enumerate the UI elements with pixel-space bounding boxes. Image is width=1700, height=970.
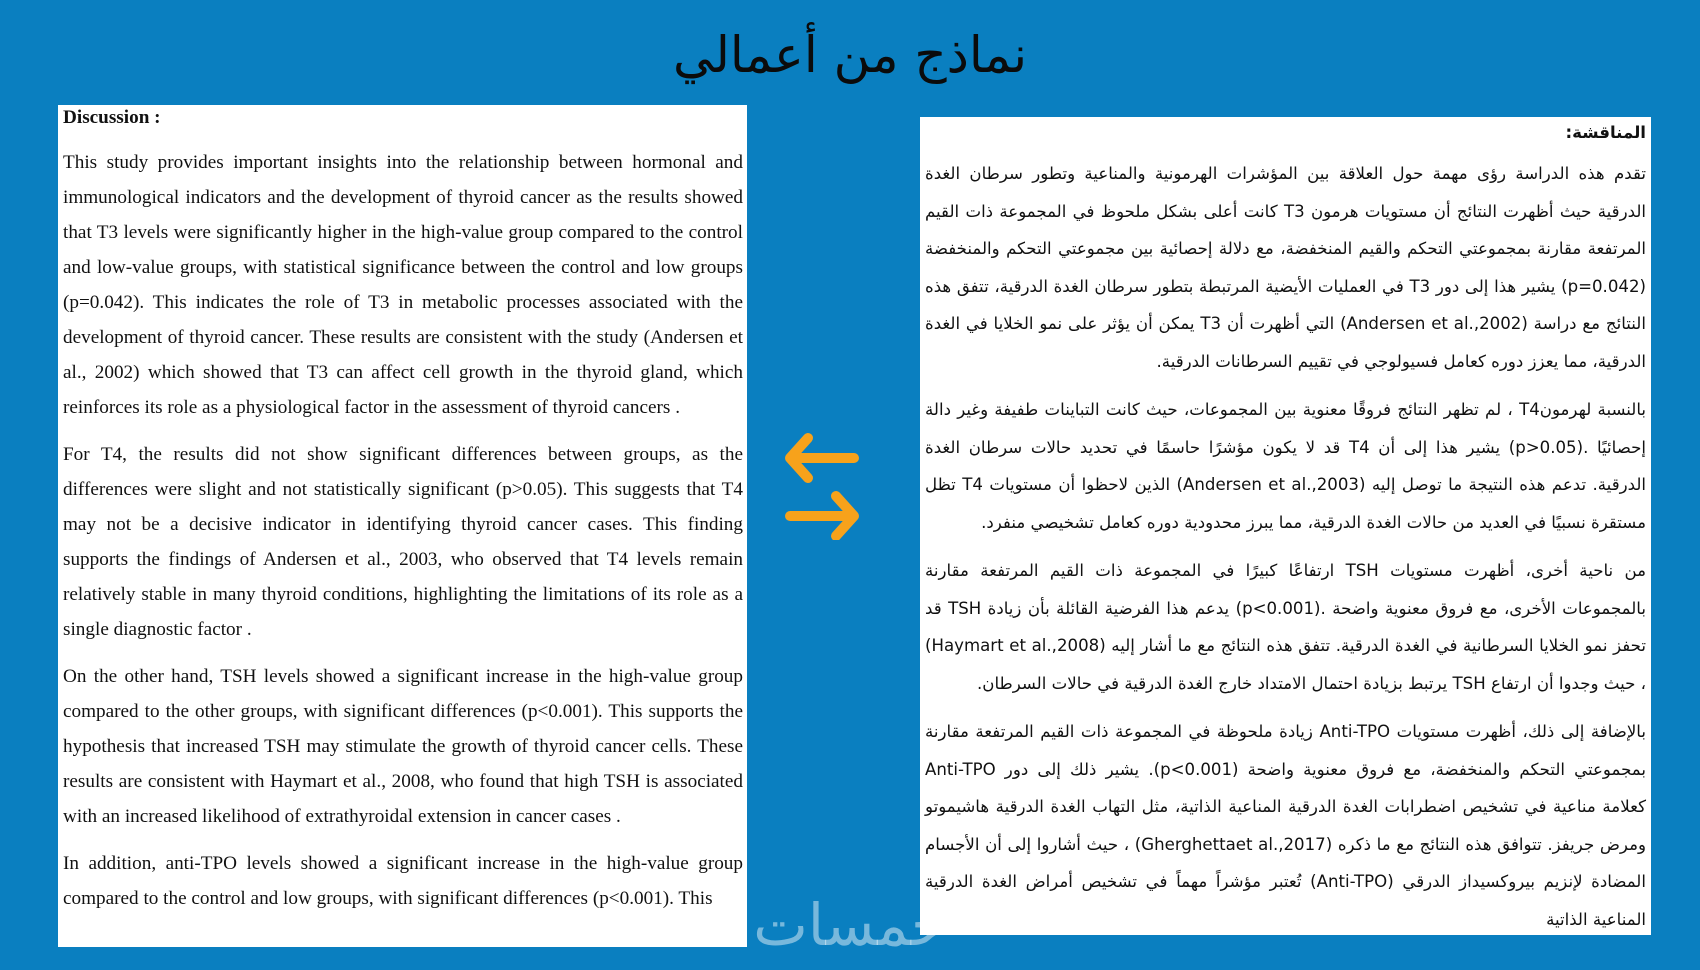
arabic-paragraph: تقدم هذه الدراسة رؤى مهمة حول العلاقة بين المؤشرات الهرمونية والمناعية وتطور سرطان الغدة الدرقية حيث أظهرت النتائج أن مستويات هرمون T3 كانت أعلى بشكل ملحوظ في المجموعة ذات القيم المرتفعة مقارنة بمجموعتي التحكم والقيم المنخفضة، مع دلالة إحصائية بين مجموعتي التحكم والمنخفضة (p=0.042) يشير هذا إلى دور T3 في العمليات الأيضية المرتبطة بتطور سرطان الغدة الدرقية، تتفق هذه النتائج مع دراسة (Andersen et al.,2002) التي أظهرت أن T3 يمكن أن يؤثر على نمو الخلايا في الغدة الدرقية، مما يعزز دوره كعامل فسيولوجي في تقييم السرطانات الدرقية.: [925, 164, 1646, 371]
english-heading: Discussion :: [63, 107, 161, 128]
arabic-heading: المناقشة:: [1565, 123, 1646, 142]
arrow-right-icon: [790, 496, 854, 536]
english-paragraph: In addition, anti-TPO levels showed a significant increase in the high-value group compared to the control and low groups, with significant differences (p<0.001). This: [63, 853, 743, 909]
translation-arrows: [782, 430, 864, 540]
arabic-paragraph: من ناحية أخرى، أظهرت مستويات TSH ارتفاعًا كبيرًا في المجموعة ذات القيم المرتفعة مقارنة بالمجموعات الأخرى، مع فروق معنوية واضحة .(p<0.001) يدعم هذا الفرضية القائلة بأن زيادة TSH قد تحفز نمو الخلايا السرطانية في الغدة الدرقية. تتفق هذه النتائج مع ما أشار إليه (Haymart et al.,2008) ، حيث وجدوا أن ارتفاع TSH يرتبط بزيادة احتمال الامتداد خارج الغدة الدرقية في حالات السرطان.: [925, 561, 1646, 693]
english-document: [58, 105, 747, 947]
arabic-document: [920, 117, 1651, 935]
page-title: نماذج من أعمالي: [672, 26, 1027, 84]
english-paragraph: For T4, the results did not show significant differences between groups, as the differences were slight and not statistically significant (p>0.05). This suggests that T4 may not be a decisive indicator in identifying thyroid cancer cases. This finding supports the findings of Andersen et al., 2003, who observed that T4 levels remain relatively stable in many thyroid conditions, highlighting the limitations of its role as a single diagnostic factor .: [63, 444, 743, 640]
arabic-paragraph: بالنسبة لهرمونT4 ، لم تظهر النتائج فروقًا معنوية بين المجموعات، حيث كانت التباينات طفيفة وغير دالة إحصائيًا .(p>0.05) يشير هذا إلى أن T4 قد لا يكون مؤشرًا حاسمًا في تحديد حالات سرطان الغدة الدرقية. تدعم هذه النتيجة ما توصل إليه (Andersen et al.,2003) الذين لاحظوا أن مستويات T4 تظل مستقرة نسبيًا في العديد من حالات الغدة الدرقية، مما يبرز محدودية دوره كعامل تشخيصي منفرد.: [925, 400, 1647, 532]
arabic-paragraph: بالإضافة إلى ذلك، أظهرت مستويات Anti-TPO زيادة ملحوظة في المجموعة ذات القيم المرتفعة مقارنة بمجموعتي التحكم والمنخفضة، مع فروق معنوية واضحة (p<0.001). يشير ذلك إلى دور Anti-TPO كعلامة مناعية في تشخيص اضطرابات الغدة الدرقية المناعية الذاتية، مثل التهاب الغدة الدرقية هاشيموتو ومرض جريفز. تتوافق هذه النتائج مع ما ذكره (Gherghettaet al.,2017) ، حيث أشاروا إلى أن الأجسام المضادة لإنزيم بيروكسيداز الدرقي (Anti-TPO) تُعتبر مؤشراً مهماً في تشخيص أمراض الغدة الدرقية المناعية الذاتية: [925, 722, 1646, 929]
english-paragraph: This study provides important insights into the relationship between hormonal and immunological indicators and the development of thyroid cancer as the results showed that T3 levels were significantly higher in the high-value group compared to the control and low-value groups, with statistical significance between the control and low groups (p=0.042). This indicates the role of T3 in metabolic processes associated with the development of thyroid cancer. These results are consistent with the study (Andersen et al., 2002) which showed that T3 can affect cell growth in the thyroid gland, which reinforces its role as a physiological factor in the assessment of thyroid cancers .: [63, 152, 743, 418]
english-paragraph: On the other hand, TSH levels showed a significant increase in the high-value group compared to the other groups, with significant differences (p<0.001). This supports the hypothesis that increased TSH may stimulate the growth of thyroid cancer cells. These results are consistent with Haymart et al., 2008, who found that high TSH is associated with an increased likelihood of extrathyroidal extension in cancer cases .: [63, 666, 743, 827]
watermark-logo: خمسات: [753, 891, 947, 959]
arrow-left-icon: [790, 438, 854, 478]
